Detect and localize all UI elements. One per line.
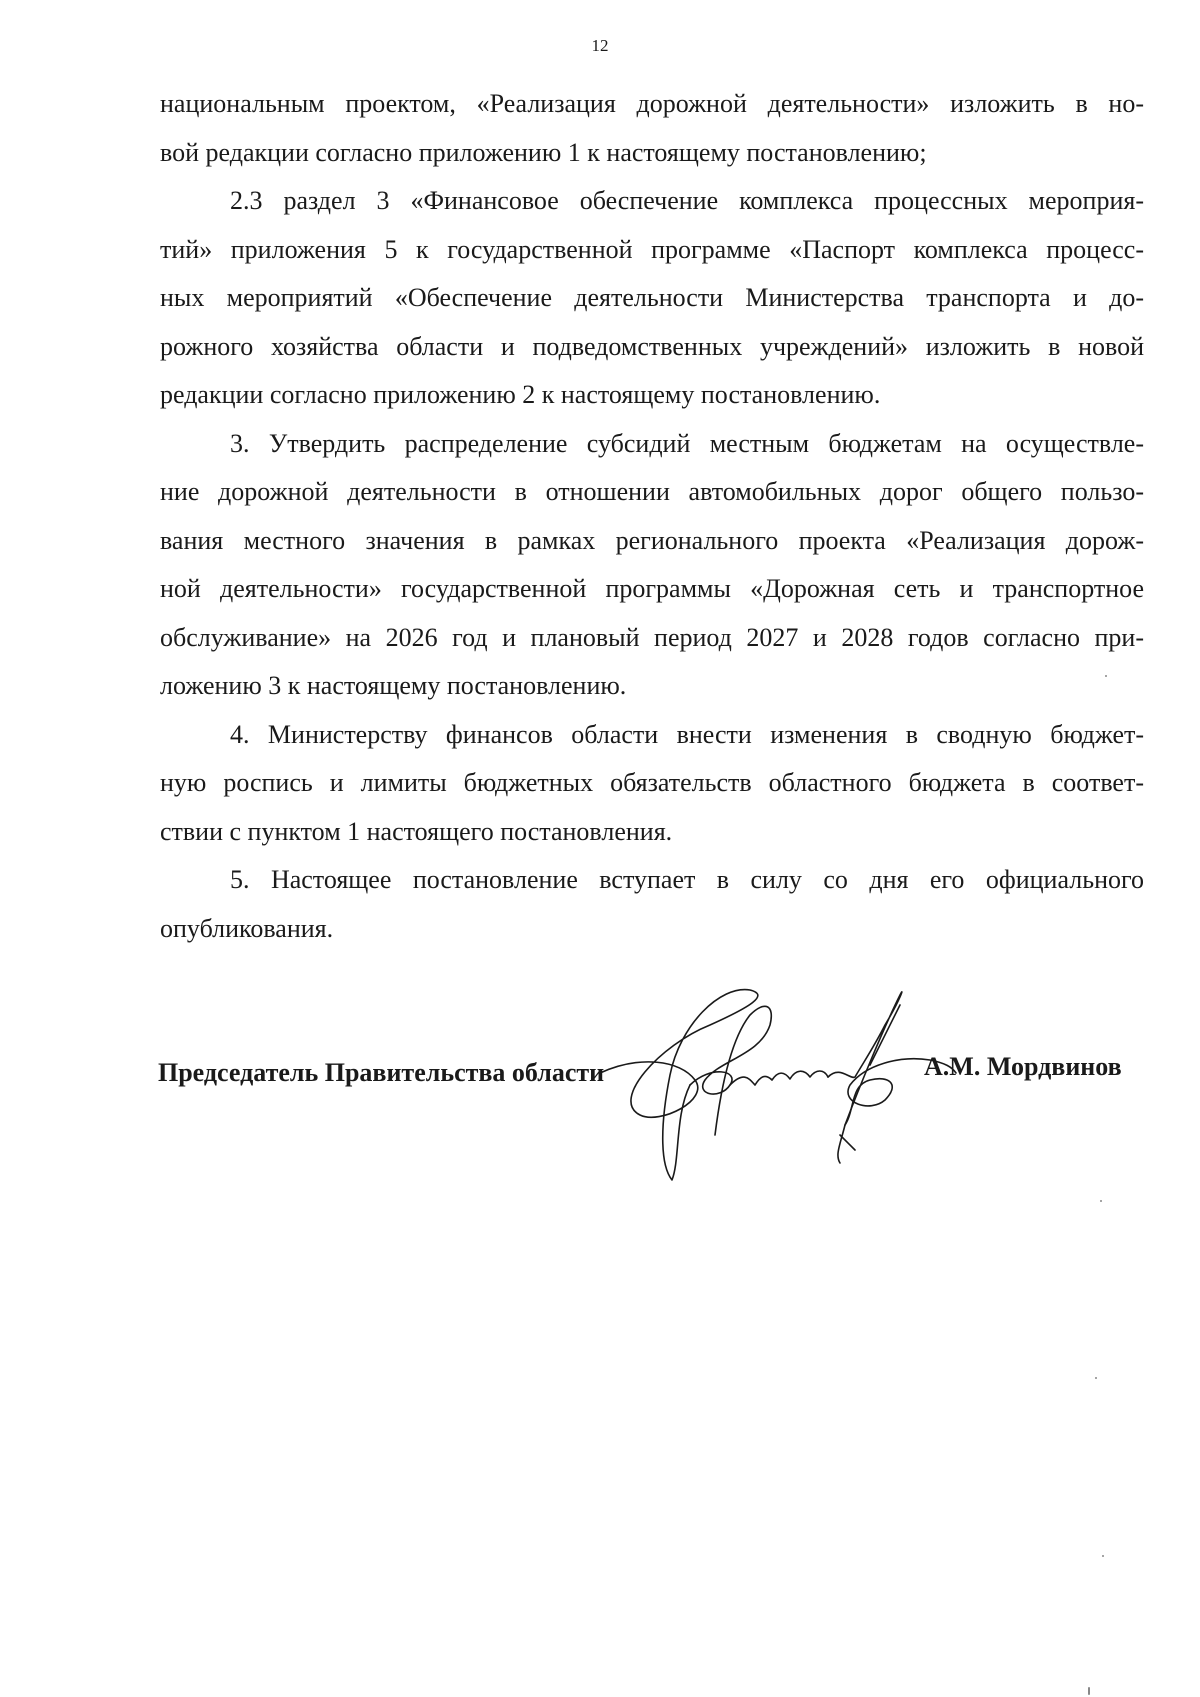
text-line: ложению 3 к настоящему постановлению.	[160, 671, 627, 700]
paragraph-3	[160, 420, 1144, 711]
text-line: 4. Министерству финансов области внести изменения в сводную бюджет-	[230, 719, 1144, 749]
text-line: редакции согласно приложению 2 к настоящему постановлению.	[160, 380, 881, 409]
text-line: национальным проектом, «Реализация дорожной деятельности» изложить в но-	[160, 89, 1144, 118]
paragraph-continuation	[160, 80, 1144, 177]
page-number: 12	[591, 36, 609, 55]
text-line: обслуживание» на 2026 год и плановый период 2027 и 2028 годов согласно при-	[160, 622, 1144, 652]
paragraph-4	[160, 711, 1144, 857]
scan-speck	[1102, 1555, 1104, 1557]
paragraph-2-3	[160, 177, 1144, 420]
text-line: вой редакции согласно приложению 1 к настоящему постановлению;	[160, 137, 927, 167]
text-line: вания местного значения в рамках регионального проекта «Реализация дорож-	[160, 525, 1144, 555]
text-line: ствии с пунктом 1 настоящего постановления.	[160, 816, 673, 846]
text-line: 3. Утвердить распределение субсидий местным бюджетам на осуществле-	[230, 428, 1144, 458]
text-line: ной деятельности» государственной программы «Дорожная сеть и транспортное	[160, 574, 1144, 603]
document-body	[160, 80, 1144, 953]
scan-speck	[1100, 1200, 1102, 1202]
text-line: опубликования.	[160, 913, 334, 943]
scan-speck	[1095, 1377, 1097, 1379]
text-line: ние дорожной деятельности в отношении автомобильных дорог общего пользо-	[160, 477, 1144, 506]
paragraph-5	[160, 856, 1144, 953]
text-line: ных мероприятий «Обеспечение деятельности Министерства транспорта и до-	[160, 283, 1144, 312]
text-line: тий» приложения 5 к государственной программе «Паспорт комплекса процесс-	[160, 234, 1144, 264]
handwritten-signature	[600, 985, 960, 1185]
signatory-name: А.М. Мордвинов	[924, 1052, 1122, 1081]
text-line: 5. Настоящее постановление вступает в силу со дня его официального	[230, 865, 1144, 894]
text-line: 2.3 раздел 3 «Финансовое обеспечение комплекса процессных мероприя-	[230, 186, 1144, 215]
signatory-title: Председатель Правительства области	[158, 1058, 605, 1087]
scan-speck	[1105, 675, 1107, 677]
text-line: рожного хозяйства области и подведомственных учреждений» изложить в новой	[160, 331, 1144, 361]
text-line: ную роспись и лимиты бюджетных обязательств областного бюджета в соответ-	[160, 768, 1144, 797]
scan-speck	[1088, 1687, 1090, 1695]
